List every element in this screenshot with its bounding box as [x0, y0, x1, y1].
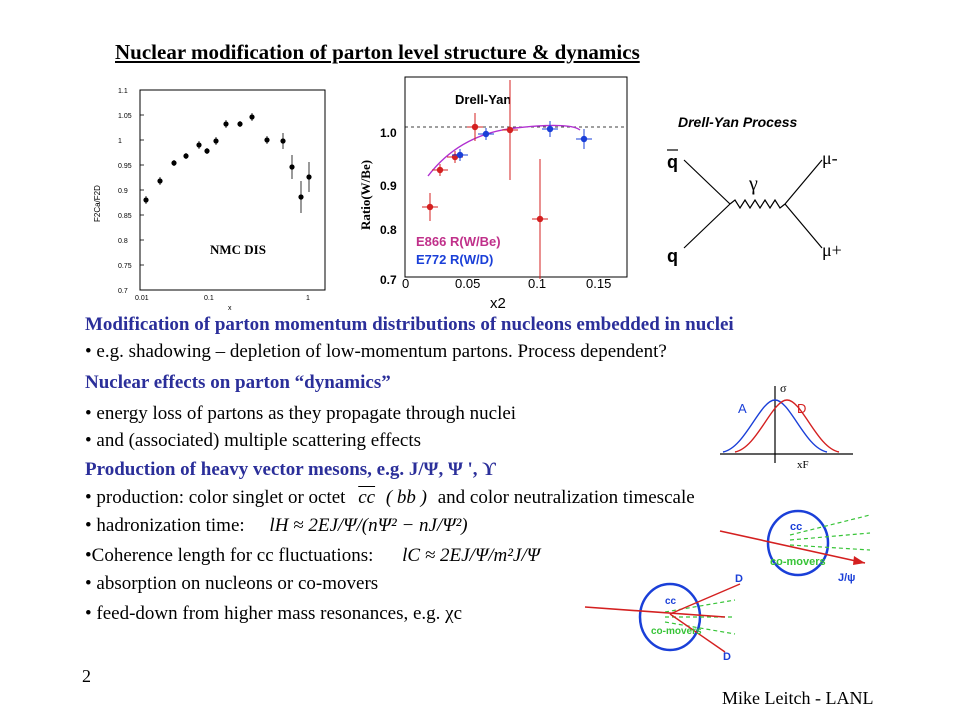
- nmc-ytick-5: 0.85: [118, 213, 132, 220]
- jpsi-label: J/ψ: [838, 572, 856, 584]
- dy-point: [457, 152, 463, 158]
- shadowing-sketch: [705, 378, 855, 473]
- nmc-dis-plot: [80, 72, 340, 312]
- nmc-point: [223, 121, 228, 126]
- heading-modification: Modification of parton momentum distributions of nucleons embedded in nuclei: [85, 314, 734, 335]
- d-label-bottom: D: [723, 651, 731, 663]
- jpsi-comovers: co-movers: [770, 556, 826, 568]
- bullet-energy-loss: • energy loss of partons as they propagate through nuclei: [85, 403, 517, 424]
- shadow-xlabel: xF: [797, 459, 809, 471]
- bullet-feed-down: • feed-down from higher mass resonances, e.g. χc: [85, 603, 463, 624]
- nmc-xtick-1: 0.1: [204, 295, 214, 302]
- nmc-point: [171, 160, 176, 165]
- dy-mu-bottom: μ+: [822, 240, 842, 260]
- production-text-b: and color neutralization timescale: [437, 487, 695, 508]
- dy-point: [507, 127, 513, 133]
- page-number: 2: [82, 666, 91, 686]
- dy-point: [547, 126, 553, 132]
- heading-heavy-mesons: Production of heavy vector mesons, e.g. J/Ψ, Ψ ', ϒ: [85, 459, 497, 480]
- coherence-text: •Coherence length for cc fluctuations:: [85, 545, 374, 566]
- dy-point: [483, 131, 489, 137]
- nmc-label: NMC DIS: [210, 242, 266, 257]
- dy-ytick-2: 0.8: [380, 223, 397, 237]
- nmc-xtick-2: 1: [306, 295, 310, 302]
- dy-legend-blue: E772 R(W/D): [416, 252, 494, 267]
- nmc-ylabel: F2Ca/F2D: [93, 185, 102, 222]
- nmc-ytick-0: 1.1: [118, 88, 128, 95]
- dy-point: [537, 216, 543, 222]
- dy-xtick-1: 0.05: [455, 276, 481, 291]
- shadow-label-d: D: [797, 401, 807, 416]
- production-bb: ( bb ): [385, 487, 427, 508]
- nmc-point: [157, 178, 162, 183]
- dy-point: [427, 204, 433, 210]
- dy-ytick-3: 0.7: [380, 273, 397, 287]
- dy-xtick-2: 0.1: [528, 276, 547, 291]
- nmc-point: [264, 137, 269, 142]
- nmc-xtick-0: 0.01: [135, 295, 149, 302]
- shadow-sigma: σ: [780, 381, 787, 395]
- hadronization-formula: lH ≈ 2EJ/Ψ/(nΨ² − nJ/Ψ²): [269, 515, 468, 536]
- dy-ytick-1: 0.9: [380, 179, 397, 193]
- heading-dynamics: Nuclear effects on parton “dynamics”: [85, 372, 391, 393]
- nmc-point: [280, 138, 285, 143]
- dy-xtick-3: 0.15: [586, 276, 612, 291]
- bullet-absorption: • absorption on nucleons or co-movers: [85, 573, 379, 594]
- nmc-point: [143, 197, 148, 202]
- d-label-top: D: [735, 573, 743, 585]
- bullet-coherence: [85, 545, 540, 567]
- d-cc: cc: [665, 596, 677, 607]
- bullet-shadowing: • e.g. shadowing – depletion of low-momentum partons. Process dependent?: [85, 341, 667, 362]
- nmc-point: [213, 138, 218, 143]
- dy-point: [581, 136, 587, 142]
- dy-xtick-0: 0: [402, 276, 410, 291]
- coherence-formula: lC ≈ 2EJ/Ψ/m²J/Ψ: [402, 545, 540, 566]
- dy-process-title: Drell-Yan Process: [678, 114, 798, 130]
- nmc-ytick-4: 0.9: [118, 188, 128, 195]
- bullet-hadronization: [85, 515, 468, 537]
- dy-legend-red: E866 R(W/Be): [416, 234, 501, 249]
- d-meson-comovers-sketch: [585, 572, 745, 663]
- dy-point: [472, 124, 478, 130]
- drell-yan-ratio-plot: [350, 72, 635, 312]
- nmc-ytick-8: 0.7: [118, 288, 128, 295]
- dy-mu-top: μ-: [822, 148, 838, 168]
- production-cc: $\overline{cc}$: [358, 487, 376, 508]
- hadronization-text: • hadronization time:: [85, 515, 245, 536]
- dy-title: Drell-Yan: [455, 92, 512, 107]
- drell-yan-process-diagram: [662, 138, 852, 270]
- dy-q-top: q: [667, 152, 678, 172]
- nmc-point: [204, 148, 209, 153]
- footer-author: Mike Leitch - LANL: [722, 688, 874, 708]
- nmc-point: [249, 114, 254, 119]
- production-text-a: • production: color singlet or octet: [85, 487, 346, 508]
- nmc-point: [289, 164, 294, 169]
- nmc-ytick-1: 1.05: [118, 113, 132, 120]
- dy-ytick-0: 1.0: [380, 126, 397, 140]
- slide-title: Nuclear modification of parton level structure & dynamics: [115, 40, 640, 64]
- dy-ylabel: Ratio(W/Be): [358, 159, 373, 230]
- dy-point: [437, 167, 443, 173]
- nmc-point: [196, 142, 201, 147]
- dy-xlabel: x2: [490, 295, 506, 312]
- nmc-ytick-3: 0.95: [118, 163, 132, 170]
- nmc-ytick-7: 0.75: [118, 263, 132, 270]
- nmc-point: [237, 121, 242, 126]
- d-comovers: co-movers: [651, 626, 702, 637]
- jpsi-cc: cc: [790, 521, 803, 533]
- bullet-multiple-scattering: • and (associated) multiple scattering effects: [85, 430, 422, 451]
- nmc-point: [183, 153, 188, 158]
- nmc-point: [298, 194, 303, 199]
- nmc-ytick-2: 1: [118, 138, 122, 145]
- dy-q-bottom: q: [667, 246, 678, 266]
- nmc-ytick-6: 0.8: [118, 238, 128, 245]
- bullet-production: [85, 487, 695, 509]
- dy-gamma: γ: [749, 173, 758, 195]
- nmc-xlabel: x: [228, 305, 232, 312]
- shadow-label-a: A: [738, 401, 747, 416]
- nmc-point: [306, 174, 311, 179]
